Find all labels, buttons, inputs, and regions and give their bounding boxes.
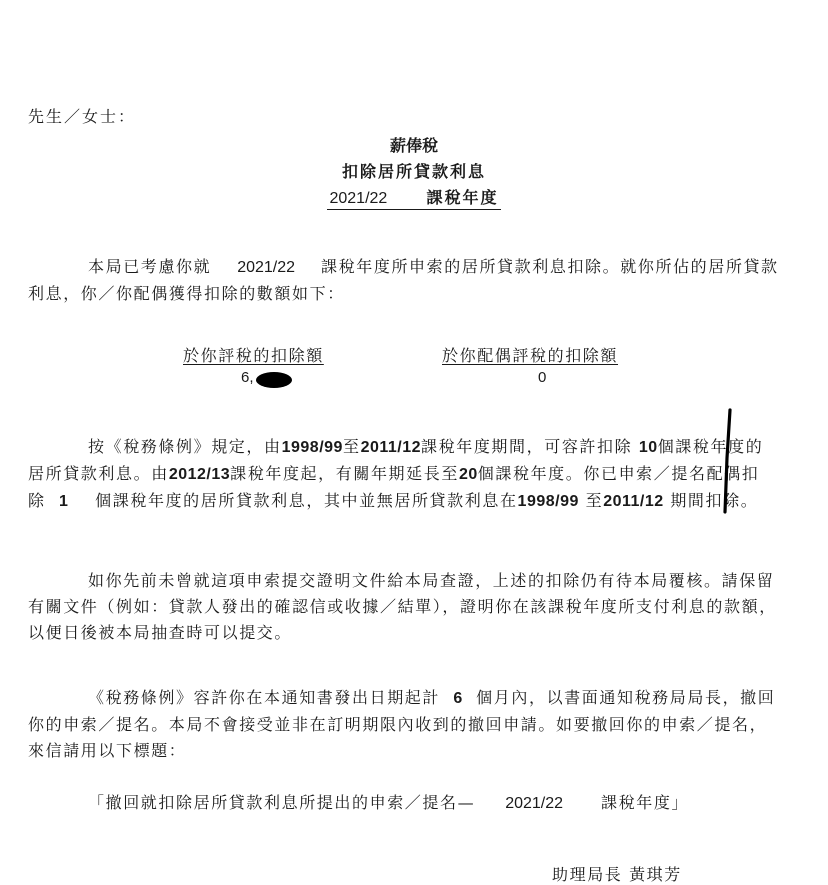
- para4-months: 6: [453, 690, 463, 707]
- para2-text: 個課稅年度。你已申索／提名配偶扣除: [28, 464, 760, 510]
- para2-number-20: 20: [458, 466, 478, 483]
- para2-year-1998: 1998/99: [281, 439, 343, 456]
- title-year: 2021/22: [329, 190, 388, 207]
- para2-text: 個課稅年度的居所貸款利息。由: [28, 437, 764, 483]
- title-year-label: 課稅年度: [426, 188, 499, 207]
- signature-assistant-commissioner: 助理局長 黃琪芳: [552, 865, 682, 884]
- self-deduction-label: 於你評稅的扣除額: [183, 346, 324, 365]
- spouse-deduction-label: 於你配偶評稅的扣除額: [442, 346, 619, 365]
- para4-text-after: 個月內，以書面通知稅務局局長，撤回你的申索／提名。本局不會接受並非在訂明期限內收到的撤回申請。如要撤回你的申索／提名，來信請用以下標題：: [28, 688, 776, 760]
- paragraph-withdrawal: [28, 685, 780, 764]
- para2-text: 個課稅年度的居所貸款利息，其中並無居所貸款利息在: [95, 491, 518, 510]
- para2-text: 期間扣除。: [670, 491, 759, 510]
- para2-number-1: 1: [58, 493, 69, 510]
- para2-text: 至: [342, 437, 361, 456]
- para2-year-2012: 2012/13: [168, 466, 231, 483]
- para2-text: 按《稅務條例》規定，由: [88, 437, 282, 456]
- para1-text-before: 本局已考慮你就: [88, 257, 212, 276]
- salutation: 先生／女士：: [28, 107, 137, 126]
- title-salaries-tax: 薪俸稅: [389, 136, 438, 155]
- pen-mark: [718, 408, 736, 514]
- title-home-loan-interest: 扣除居所貸款利息: [341, 162, 486, 181]
- redaction-mark: [256, 372, 292, 388]
- quote-text-before: 「撤回就扣除居所貸款利息所提出的申索／提名—: [88, 793, 476, 812]
- title-year-of-assessment: [0, 185, 828, 210]
- para2-text: 課稅年度起，有關年期延長至: [230, 464, 459, 483]
- para4-text-before: 《稅務條例》容許你在本通知書發出日期起計: [88, 688, 441, 707]
- quote-year: 2021/22: [505, 795, 564, 812]
- para2-number-10: 10: [638, 439, 658, 456]
- withdrawal-heading-quote: [88, 790, 689, 813]
- quote-text-after: 課稅年度」: [601, 793, 690, 812]
- paragraph-ordinance-rules: [28, 434, 780, 515]
- para2-text: 至: [585, 491, 604, 510]
- spouse-deduction-value: 0: [538, 369, 547, 386]
- para1-year: 2021/22: [237, 259, 296, 276]
- para2-text: 課稅年度期間，可容許扣除: [421, 437, 633, 456]
- paragraph-consideration: [28, 254, 780, 307]
- para2-year-2011: 2011/12: [360, 439, 422, 456]
- para1-text-after: 課稅年度所申索的居所貸款利息扣除。就你所佔的居所貸款利息，你／你配偶獲得扣除的數額如下：: [28, 257, 779, 303]
- para3-text: 如你先前未曾就這項申索提交證明文件給本局查證，上述的扣除仍有待本局覆核。請保留有關文件（例如：貸款人發出的確認信或收據／結單），證明你在該課稅年度所支付利息的款額，以便日後被本局抽查時可以提交。: [28, 571, 777, 642]
- paragraph-verification: [28, 568, 780, 646]
- self-deduction-value: 6,: [241, 369, 254, 386]
- para2-year-1998b: 1998/99: [517, 493, 579, 510]
- para2-year-2011b: 2011/12: [603, 493, 664, 510]
